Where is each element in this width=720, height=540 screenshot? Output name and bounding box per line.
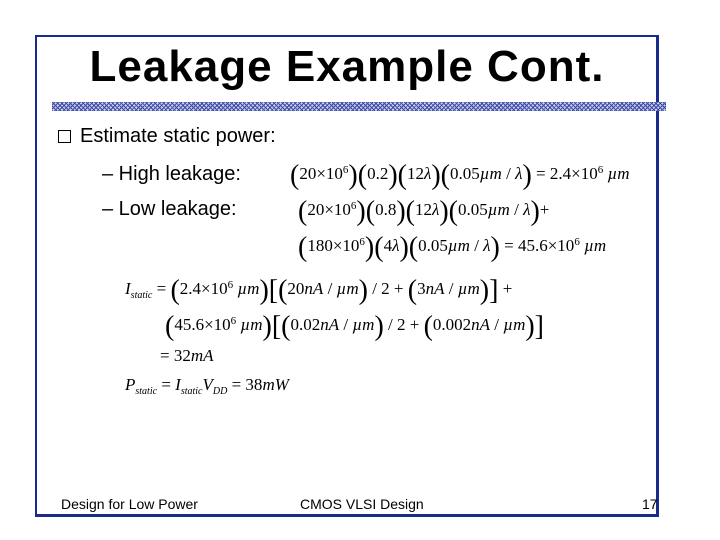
equation-istatic-line2: ($45.6\times 10^6$ µm)[(0.02nA / µm) / 2 + (0.002nA / µm)] <box>165 311 545 342</box>
footer-left: Design for Low Power <box>61 496 198 512</box>
equation-istatic-line1: $I_{static} = (2.4\times 10^6$ µm)[(20nA / µm) / 2 + (3nA / µm)] + <box>125 275 513 306</box>
footer-center: CMOS VLSI Design <box>300 496 424 512</box>
bullet-text: Estimate static power: <box>80 125 276 147</box>
title-divider <box>52 102 666 111</box>
equation-high-leakage: $(20\times 10^6)(0.2)(12\lambda)(0.05\mu m / \lambda) = 2.4\times 10^6$ µm <box>290 160 630 191</box>
equation-pstatic: $P_{static} = I_{static}V_{DD} = 38mW$ <box>125 375 289 397</box>
equation-low-leakage-line2: $(180\times 10^6)(4\lambda)(0.05\mu m / \lambda) = 45.6\times 10^6$ µm <box>298 232 607 263</box>
slide-title: Leakage Example Cont. <box>89 42 605 91</box>
sub-bullet-low: – Low leakage: <box>102 198 237 220</box>
sub-bullet-high: – High leakage: <box>102 163 241 185</box>
equation-low-leakage-line1: $(20\times 10^6)(0.8)(12\lambda)(0.05\mu m / \lambda)+$ <box>298 196 550 227</box>
page-number: 17 <box>642 496 658 512</box>
bullet-square-icon <box>58 130 71 143</box>
equation-istatic-line3: = 32mA <box>160 346 214 365</box>
